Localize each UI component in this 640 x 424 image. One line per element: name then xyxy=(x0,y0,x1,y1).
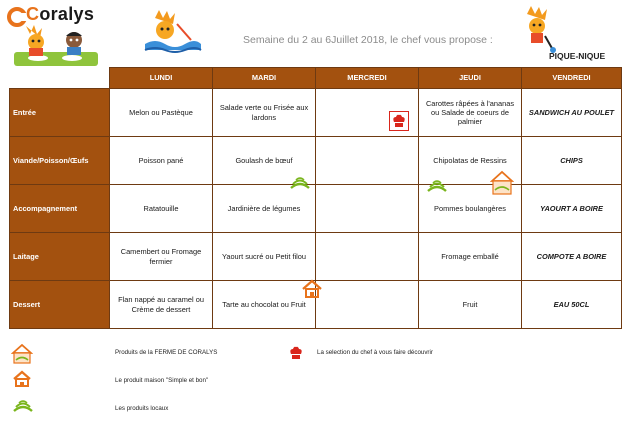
house-product-icon xyxy=(301,279,323,299)
menu-cell: Chipolatas de Ressins xyxy=(419,137,522,185)
menu-cell: Tarte au chocolat ou Fruit xyxy=(213,281,316,329)
legend-local-text: Les produits locaux xyxy=(115,405,169,412)
legend-house-icon xyxy=(12,370,32,388)
picnic-mascot-illustration xyxy=(519,6,559,54)
menu-cell: Fruit xyxy=(419,281,522,329)
menu-cell: COMPOTE A BOIRE xyxy=(522,233,622,281)
menu-cell: CHIPS xyxy=(522,137,622,185)
menu-cell xyxy=(316,185,419,233)
menu-cell: YAOURT A BOIRE xyxy=(522,185,622,233)
menu-cell: Carottes râpées à l'ananas ou Salade de coeurs de palmier xyxy=(419,89,522,137)
menu-cell: SANDWICH AU POULET xyxy=(522,89,622,137)
legend-farm-icon xyxy=(11,344,33,364)
menu-cell: Melon ou Pastèque xyxy=(110,89,213,137)
row-label-viande: Viande/Poisson/Œufs xyxy=(10,137,110,185)
menu-cell: Goulash de bœuf xyxy=(213,137,316,185)
menu-cell xyxy=(316,233,419,281)
menu-cell: Jardinière de légumes xyxy=(213,185,316,233)
local-product-icon xyxy=(426,175,448,195)
kids-eating-illustration xyxy=(10,22,102,68)
table-row-viande xyxy=(10,137,622,185)
day-header-vendredi: VENDREDI xyxy=(522,68,622,89)
day-header-mardi: MARDI xyxy=(213,68,316,89)
row-label-entree: Entrée xyxy=(10,89,110,137)
menu-cell xyxy=(316,281,419,329)
legend-local-icon xyxy=(12,396,34,414)
logo-brand-text: oralys xyxy=(39,4,95,24)
farm-product-icon xyxy=(490,170,514,196)
table-row-accompagnement xyxy=(10,185,622,233)
menu-cell: EAU 50CL xyxy=(522,281,622,329)
menu-cell: Flan nappé au caramel ou Crème de dessert xyxy=(110,281,213,329)
menu-cell: Camembert ou Fromage fermier xyxy=(110,233,213,281)
day-header-lundi: LUNDI xyxy=(110,68,213,89)
week-title: Semaine du 2 au 6Juillet 2018, le chef vous propose : xyxy=(243,34,493,46)
logo-initial: C xyxy=(26,4,40,24)
menu-cell: Fromage emballé xyxy=(419,233,522,281)
picnic-label: PIQUE-NIQUE xyxy=(549,51,606,61)
row-label-dessert: Dessert xyxy=(10,281,110,329)
row-label-laitage: Laitage xyxy=(10,233,110,281)
row-label-accompagnement: Accompagnement xyxy=(10,185,110,233)
table-row-laitage xyxy=(10,233,622,281)
menu-cell xyxy=(316,137,419,185)
legend-chef-icon xyxy=(287,344,305,362)
menu-cell: Salade verte ou Frisée aux lardons xyxy=(213,89,316,137)
local-product-icon xyxy=(289,172,311,192)
menu-cell: Ratatouille xyxy=(110,185,213,233)
chef-hat-icon xyxy=(389,111,409,131)
menu-cell: Pommes boulangères xyxy=(419,185,522,233)
table-corner xyxy=(10,68,110,89)
day-header-jeudi: JEUDI xyxy=(419,68,522,89)
table-row-entree xyxy=(10,89,622,137)
legend-farm-text: Produits de la FERME DE CORALYS xyxy=(115,349,218,356)
menu-cell: Poisson pané xyxy=(110,137,213,185)
legend-chef-text: La selection du chef à vous faire découvrir xyxy=(317,349,433,356)
legend-house-text: Le produit maison "Simple et bon" xyxy=(115,377,209,384)
menu-cell: Yaourt sucré ou Petit filou xyxy=(213,233,316,281)
swimming-mascot-illustration xyxy=(141,10,205,58)
day-header-mercredi: MERCREDI xyxy=(316,68,419,89)
